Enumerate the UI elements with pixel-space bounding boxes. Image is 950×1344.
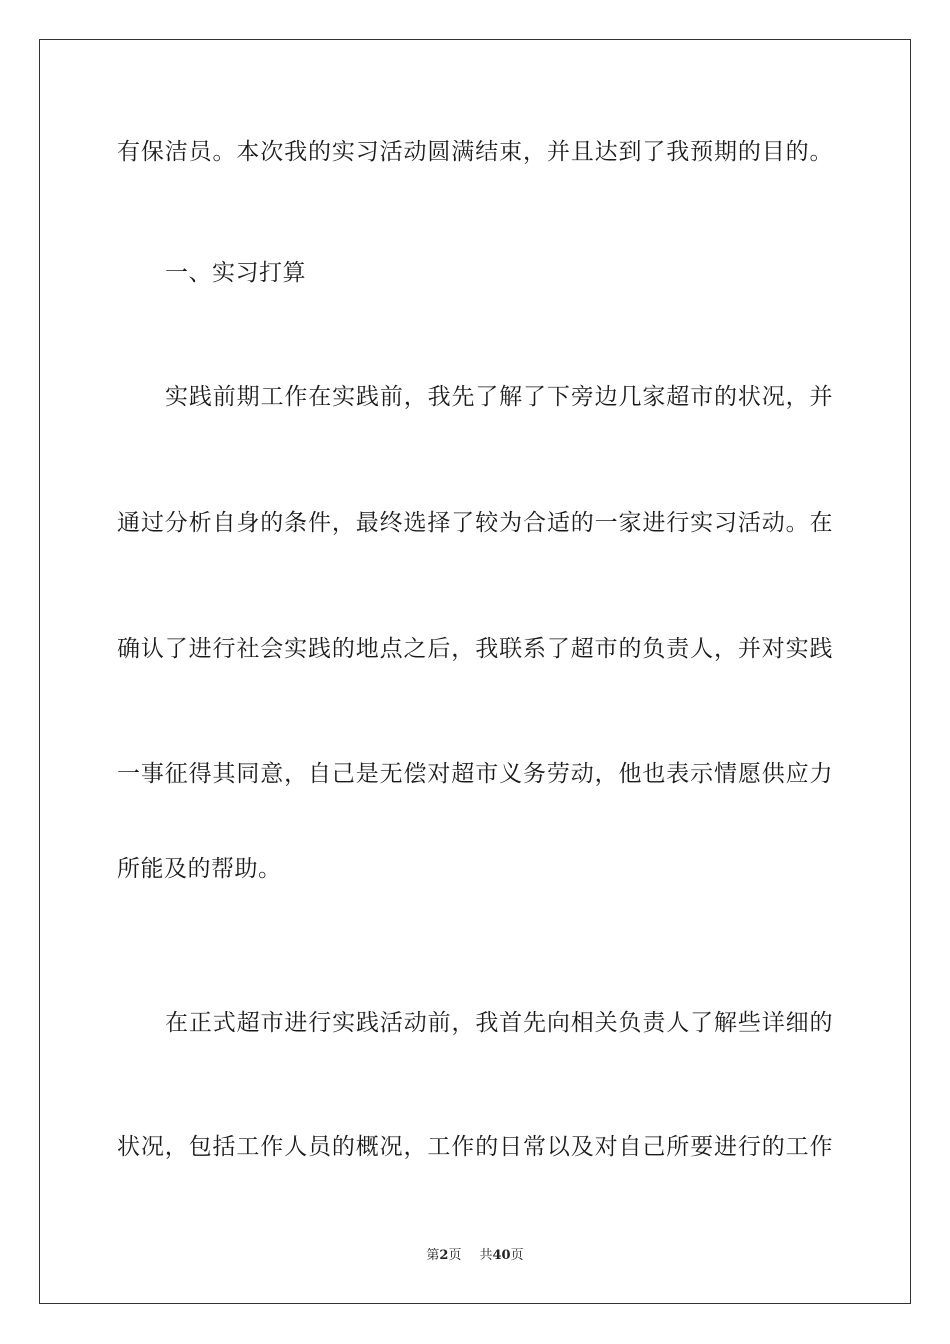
text-line-6: 一事征得其同意，自己是无偿对超市义务劳动，他也表示情愿供应力 xyxy=(117,761,833,787)
text-line-7: 所能及的帮助。 xyxy=(117,856,282,882)
page-border xyxy=(39,39,911,1304)
text-line-3: 实践前期工作在实践前，我先了解了下旁边几家超市的状况，并 xyxy=(165,384,833,410)
section-heading: 一、实习打算 xyxy=(165,260,306,286)
page-footer xyxy=(0,1248,950,1264)
text-line-8: 在正式超市进行实践活动前，我首先向相关负责人了解些详细的 xyxy=(165,1010,833,1036)
footer-total-pages: 40 xyxy=(492,1248,511,1263)
text-line-5: 确认了进行社会实践的地点之后，我联系了超市的负责人，并对实践 xyxy=(117,636,833,662)
footer-page-number: 2 xyxy=(439,1248,449,1263)
footer-page-suffix: 页 xyxy=(448,1248,462,1263)
text-line-4: 通过分析自身的条件，最终选择了较为合适的一家进行实习活动。在 xyxy=(117,510,833,536)
footer-page-prefix: 第 xyxy=(426,1248,440,1263)
text-line-9: 状况，包括工作人员的概况，工作的日常以及对自己所要进行的工作 xyxy=(117,1134,833,1160)
text-line-1: 有保洁员。本次我的实习活动圆满结束，并且达到了我预期的目的。 xyxy=(117,139,833,165)
footer-total-prefix: 共 xyxy=(479,1248,493,1263)
footer-total-suffix: 页 xyxy=(510,1248,524,1263)
